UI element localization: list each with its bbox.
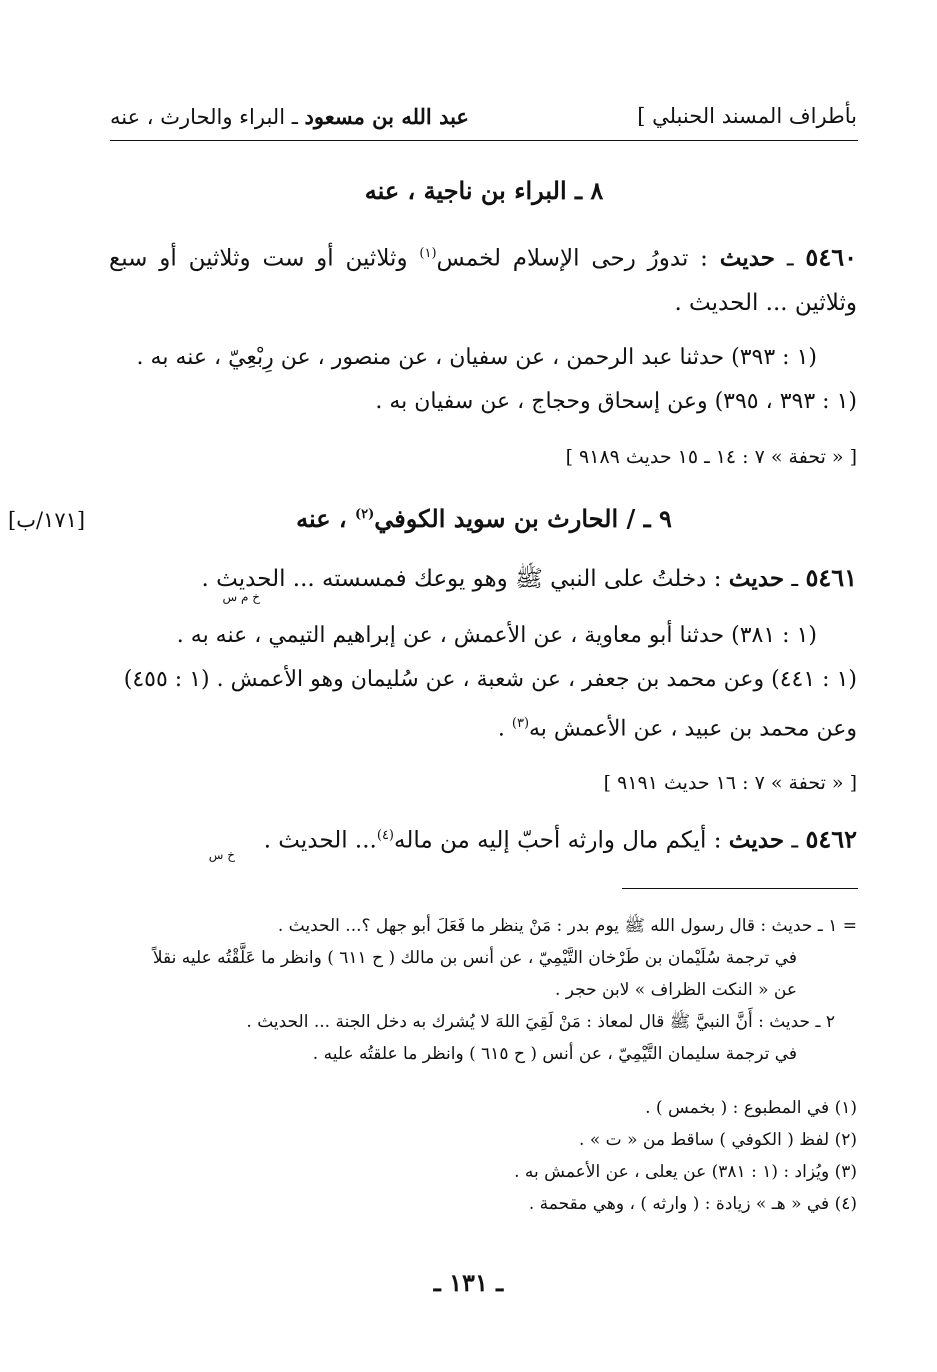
section-title-text: ٩ ـ / الحارث بن سويد الكوفي [374,504,672,533]
running-header-rest: ـ البراء والحارث ، عنه [110,105,305,129]
footnote-ref: (١) [419,246,437,261]
source-line [109,702,857,751]
footnote-1: (١) في المطبوع : ( بخمس ) . [645,1098,857,1118]
running-header-bold: عبد الله بن مسعود [304,104,469,129]
footnote-line: = ١ ـ حديث : قال رسول الله ﷺ يوم بدر : مَنْ ينظر ما فَعَلَ أبو جهل ؟... الحديث . [277,916,857,936]
section-title-9 [110,504,858,533]
footnote-line: في ترجمة سليمان التَّيْمِيّ ، عن أنس ( ح ٦١٥ ) وانظر ما علقتُه عليه . [312,1044,797,1064]
hadith-keyword: حديث [719,244,776,272]
footnote-rule [622,888,858,889]
footnote-ref: (٣) [511,716,530,731]
hadith-5460-sources [109,336,857,424]
hadith-text: : تدورُ رحى الإسلام لخمس [436,245,720,272]
running-header-right: بأطراف المسند الحنبلي ] [637,104,857,128]
collection-marks: خ س [208,848,235,862]
hadith-text-cont: وثلاثين أو ست وثلاثين أو سبع وثلاثين ... الحديث . [109,245,857,316]
footnote-ref: (٢) [354,507,375,522]
hadith-number: ٥٤٦١ [805,563,857,592]
hadith-keyword: حديث [728,565,785,592]
footnote-ref: (٤) [376,828,394,843]
page-number: ـ ١٣١ ـ [433,1268,504,1297]
running-header-left [110,104,469,129]
source-line: (١ : ٣٨١) حدثنا أبو معاوية ، عن الأعمش ، عن إبراهيم التيمي ، عنه به . [176,623,817,648]
hadith-text: : دخلتُ على النبي ﷺ وهو يوعك فمسسته ... الحديث . [201,566,729,592]
hadith-5461-sources [109,614,857,751]
source-text: وعن محمد بن عبيد ، عن الأعمش به [529,716,857,742]
source-line: (١ : ٣٩٣ ، ٣٩٥) وعن إسحاق وحجاج ، عن سفيان به . [375,389,857,414]
footnote-line: ٢ ـ حديث : أَنَّ النبيَّ ﷺ قال لمعاذ : مَنْ لَقِيَ اللهَ لا يُشرك به دخل الجنة ... الحديث . [246,1012,835,1032]
collection-marks: خ م س [222,590,260,604]
footnote-line: في ترجمة سُلَيْمان بن طَرْخان التَّيْمِيّ ، عن أنس بن مالك ( ح ٦١١ ) وانظر ما عَلَّقْتُه عليه نقلاً [152,948,797,968]
section-title-end: ، عنه [296,504,355,533]
hadith-number: ٥٤٦٢ [805,824,857,854]
section-title-8: ٨ ـ البراء بن ناجية ، عنه [364,176,604,205]
footnote-line: عن « النكت الظراف » لابن حجر . [554,980,797,1000]
source-text-end: . [497,716,512,742]
header-rule [110,140,858,141]
footnote-4: (٤) في « هـ » زيادة : ( وارثه ) ، وهي مقحمة . [528,1194,857,1214]
hadith-number: ٥٤٦٠ [805,242,857,272]
footnotes [97,1092,857,1220]
source-line: (١ : ٣٩٣) حدثنا عبد الرحمن ، عن سفيان ، عن منصور ، عن رِبْعِيّ ، عنه به . [136,345,817,370]
hadith-text: : أيكم مال وارثه أحبّ إليه من ماله [394,827,729,854]
hadith-keyword: حديث [728,826,785,854]
tuhfa-ref-5460: [ « تحفة » ٧ : ١٤ ـ ١٥ حديث ٩١٨٩ ] [565,446,857,468]
footnotes-continued [97,910,857,1070]
footnote-2: (٢) لفظ ( الكوفي ) ساقط من « ت » . [579,1130,857,1150]
hadith-text-cont: ... الحديث . [263,827,377,854]
hadith-5460: ٥٤٦٠ ـ حديث : تدورُ رحى الإسلام لخمس$^{(١)}$ وثلاثين أو ست وثلاثين أو سبع وثلاثين ... الحديث . [109,242,857,316]
hadith-5461: ٥٤٦١ ـ حديث : دخلتُ على النبي ﷺ وهو يوعك فمسسته ... الحديث . [201,563,857,592]
footnote-3: (٣) ويُزاد : (١ : ٣٨١) عن يعلى ، عن الأعمش به . [514,1162,857,1182]
manuscript-folio-ref: [١٧١/ب] [8,508,86,532]
hadith-5462: ٥٤٦٢ ـ حديث : أيكم مال وارثه أحبّ إليه من ماله$^{(٤)}$... الحديث . [263,824,857,854]
source-line: (١ : ٤٤١) وعن محمد بن جعفر ، عن شعبة ، عن سُليمان وهو الأعمش . (١ : ٤٥٥) [123,667,857,692]
tuhfa-ref-5461: [ « تحفة » ٧ : ١٦ حديث ٩١٩١ ] [603,772,857,794]
